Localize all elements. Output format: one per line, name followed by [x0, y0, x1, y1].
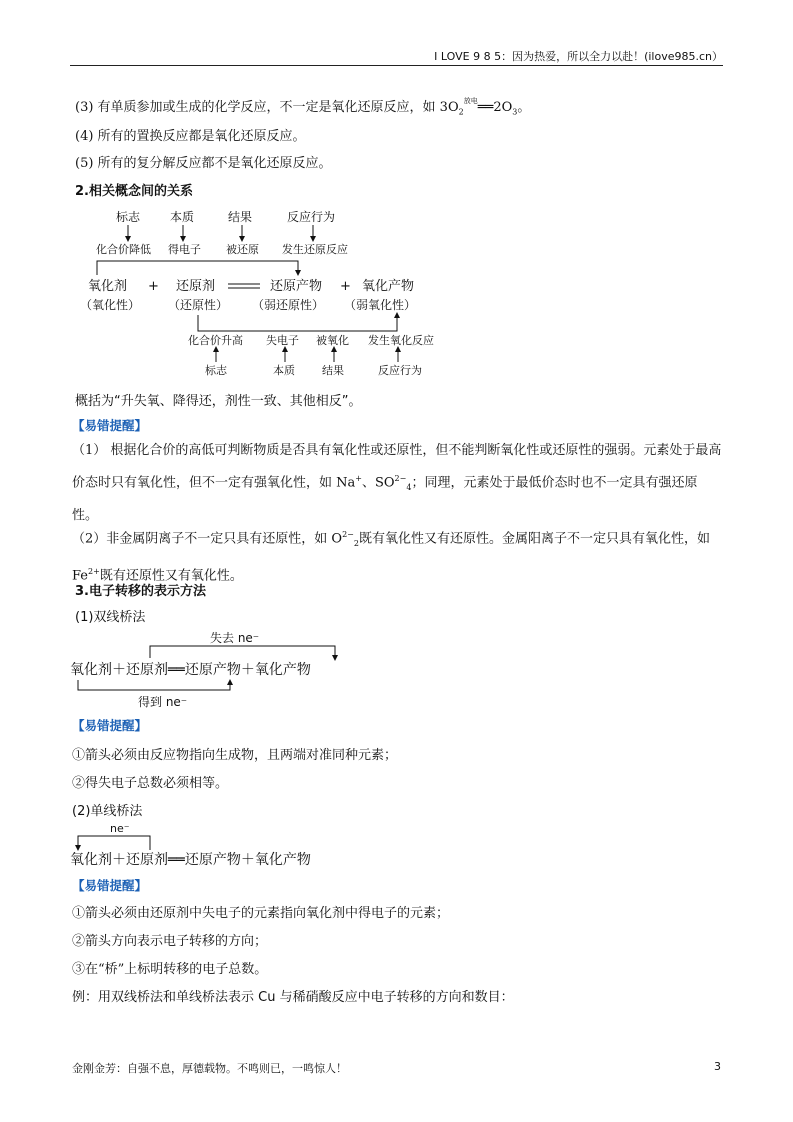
single-bridge-title: (2)单线桥法 [72, 804, 143, 819]
single-bridge-diagram [70, 820, 380, 872]
reductant: 还原剂 [176, 279, 216, 294]
lose-electrons-label: 失去 ne⁻ [210, 631, 260, 645]
top-label: 结果 [228, 210, 253, 224]
example-text: 例：用双线桥法和单线桥法表示 Cu 与稀硝酸反应中电子转移的方向和数目： [72, 990, 514, 1005]
tip-paragraph-1: （1） 根据化合价的高低可判断物质是否具有氧化性或还原性，但不能判断氧化性或还原性的强弱。元素处于最高价态时只有氧化性，但不一定有强氧化性，如 Na+、$SO^{2-}_4$；同理，元素处于最低价态时也不一定具有强还原性。 [72, 443, 722, 523]
oxidation-product-property: （弱氧化性） [344, 298, 417, 312]
top-label: 反应行为 [287, 210, 336, 224]
bottom-label: 标志 [205, 364, 227, 377]
gain-electrons-label: 得到 ne⁻ [138, 695, 188, 709]
top-label: 本质 [170, 210, 195, 224]
plus-sign: + [340, 279, 351, 294]
bridge-equation: 氧化剂＋还原剂══还原产物＋氧化产物 [70, 662, 311, 678]
plus-sign: + [148, 279, 159, 294]
top-item: 被还原 [226, 243, 259, 256]
top-item: 化合价降低 [96, 243, 151, 256]
oxidation-product: 氧化产物 [362, 279, 415, 294]
top-item: 发生还原反应 [282, 243, 348, 256]
tip3-line-2: ②箭头方向表示电子转移的方向； [72, 934, 268, 949]
tip-paragraph-2: （2）非金属阴离子不一定只具有还原性，如 $O^{2-}_2$既有氧化性又有还原性。金属阳离子不一定只具有氧化性，如 $Fe^{2+}$既有还原性又有氧化性。 [72, 530, 710, 584]
electron-count-label: ne⁻ [110, 822, 130, 835]
section-3-title: 3.电子转移的表示方法 [75, 584, 206, 599]
bottom-item: 化合价升高 [188, 334, 243, 347]
bottom-label: 反应行为 [378, 364, 422, 377]
tip2-line-2: ②得失电子总数必须相等。 [72, 776, 229, 791]
reductant-property: （还原性） [168, 298, 229, 312]
page-number: 3 [714, 1060, 721, 1073]
summary-text: 概括为“升失氧、降得还，剂性一致、其他相反”。 [75, 394, 362, 409]
bottom-item: 被氧化 [316, 334, 349, 347]
bridge-equation: 氧化剂＋还原剂══还原产物＋氧化产物 [70, 852, 311, 868]
header-divider [70, 65, 723, 66]
oxidant: 氧化剂 [88, 279, 128, 294]
item-3: (3) 有单质参加或生成的化学反应，不一定是氧化还原反应，如 $3O_2^{放电}══2O_3$。 [75, 97, 531, 117]
oxidant-property: （氧化性） [80, 298, 141, 312]
bottom-label: 结果 [322, 364, 344, 377]
reduction-product-property: （弱还原性） [252, 298, 325, 312]
item-4: (4) 所有的置换反应都是氧化还原反应。 [75, 129, 306, 144]
tip3-line-1: ①箭头必须由还原剂中失电子的元素指向氧化剂中得电子的元素； [72, 906, 450, 921]
section-2-title: 2.相关概念间的关系 [75, 184, 193, 199]
item-5: (5) 所有的复分解反应都不是氧化还原反应。 [75, 156, 332, 171]
double-bridge-title: (1)双线桥法 [75, 610, 146, 625]
footer-motto: 金刚金芳：自强不息，厚德载物。不鸣则已，一鸣惊人！ [72, 1062, 347, 1075]
top-item: 得电子 [168, 243, 201, 256]
reduction-product: 还原产物 [270, 279, 323, 294]
bottom-label: 本质 [273, 364, 295, 377]
top-label: 标志 [116, 210, 141, 224]
tip2-line-1: ①箭头必须由反应物指向生成物，且两端对准同种元素； [72, 748, 398, 763]
tip-label: 【易错提醒】 [72, 718, 148, 733]
bottom-item: 失电子 [266, 334, 299, 347]
tip3-line-3: ③在“桥”上标明转移的电子总数。 [72, 962, 268, 977]
page-header: I LOVE 9 8 5：因为热爱，所以全力以赴！(ilove985.cn） [434, 50, 723, 63]
tip-label: 【易错提醒】 [72, 418, 148, 433]
bottom-item: 发生氧化反应 [368, 334, 434, 347]
concept-relation-diagram [80, 203, 480, 378]
double-bridge-diagram [70, 628, 380, 710]
tip-label: 【易错提醒】 [72, 878, 148, 893]
